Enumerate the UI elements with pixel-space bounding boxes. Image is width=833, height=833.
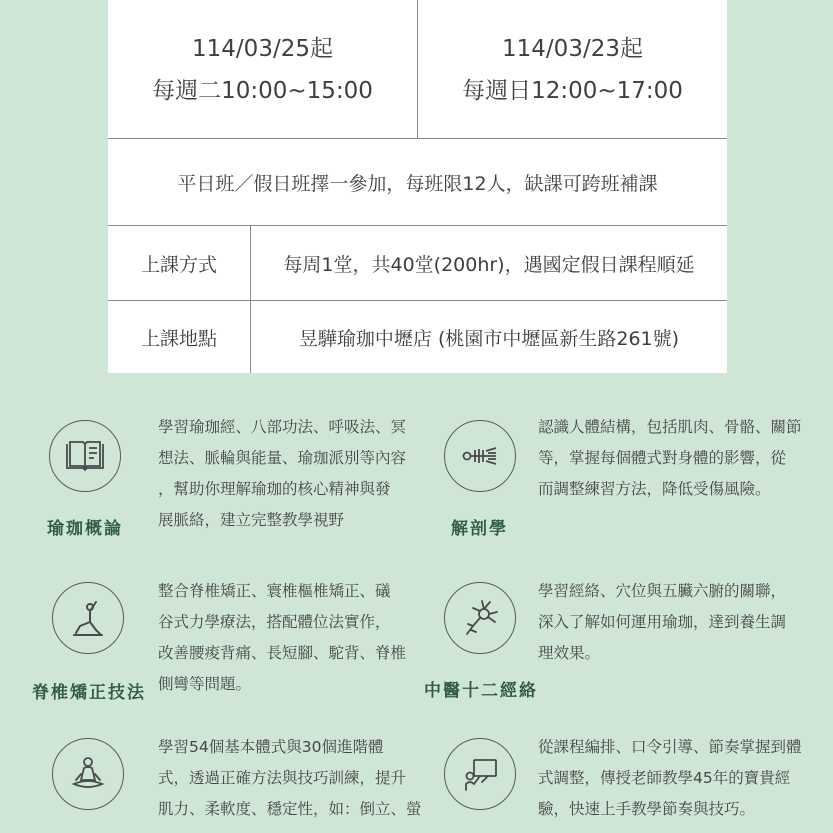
desc-line: 側彎等問題。 — [158, 675, 252, 693]
neuron-icon — [444, 582, 516, 654]
desc-line: 等，掌握每個體式對身體的影響，從 — [538, 449, 787, 467]
desc-line: 想法、脈輪與能量、瑜珈派別等內容 — [158, 449, 407, 467]
feature-desc-asana — [158, 732, 422, 825]
yoga-pose-icon — [52, 582, 124, 654]
weekend-time: 每週日12:00~17:00 — [462, 78, 683, 104]
feature-title-spine: 脊椎矯正技法 — [32, 683, 146, 703]
feature-desc-teaching — [538, 732, 802, 825]
teaching-icon — [444, 738, 516, 810]
desc-line: 學習54個基本體式與30個進階體 — [158, 738, 384, 756]
location-label: 上課地點 — [108, 301, 251, 373]
meditation-icon — [52, 738, 124, 810]
desc-line: 展脈絡，建立完整教學視野 — [158, 511, 345, 529]
desc-line: 式，透過正確方法與技巧訓練，提升 — [158, 769, 407, 787]
location-value: 昱驊瑜珈中壢店 (桃園市中壢區新生路261號) — [298, 327, 680, 350]
desc-line: 深入了解如何運用瑜珈，達到養生調 — [538, 613, 787, 631]
feature-desc-anatomy — [538, 412, 802, 505]
desc-line: 而調整練習方法，降低受傷風險。 — [538, 480, 771, 498]
feature-desc-spine — [158, 576, 406, 700]
desc-line: 整合脊椎矯正、寰椎樞椎矯正、礒 — [158, 582, 391, 600]
weekday-time: 每週二10:00~15:00 — [152, 78, 373, 104]
location-row — [108, 301, 727, 373]
weekend-schedule-cell — [417, 0, 727, 138]
desc-line: 谷式力學療法，搭配體位法實作， — [158, 613, 391, 631]
desc-line: 式調整，傳授老師教學45年的寶貴經 — [538, 769, 791, 787]
weekday-schedule-cell — [108, 0, 417, 138]
weekend-start-date: 114/03/23起 — [502, 36, 643, 62]
anatomy-icon — [444, 420, 516, 492]
course-info-table — [108, 0, 727, 373]
desc-line: 從課程編排、口令引導、節奏掌握到體 — [538, 738, 802, 756]
desc-line: 改善腰痠背痛、長短腳、駝背、脊椎 — [158, 644, 407, 662]
schedule-row — [108, 0, 727, 139]
feature-desc-meridian — [538, 576, 786, 669]
method-value: 每周1堂，共40堂(200hr)，遇國定假日課程順延 — [283, 253, 695, 276]
feature-title-meridian: 中醫十二經絡 — [424, 681, 538, 701]
method-row — [108, 226, 727, 301]
desc-line: 學習瑜珈經、八部功法、呼吸法、冥 — [158, 418, 407, 436]
desc-line: 驗，快速上手教學節奏與技巧。 — [538, 800, 756, 818]
feature-title-anatomy: 解剖學 — [451, 519, 508, 539]
feature-desc-yoga-intro — [158, 412, 406, 536]
desc-line: 認識人體結構，包括肌肉、骨骼、關節 — [538, 418, 802, 436]
feature-title-yoga-intro: 瑜珈概論 — [47, 519, 123, 539]
class-note: 平日班／假日班擇一參加，每班限12人，缺課可跨班補課 — [108, 139, 727, 226]
book-icon — [49, 420, 121, 492]
desc-line: ，幫助你理解瑜珈的核心精神與發 — [158, 480, 391, 498]
desc-line: 學習經絡、穴位與五臟六腑的關聯， — [538, 582, 787, 600]
weekday-start-date: 114/03/25起 — [192, 36, 333, 62]
desc-line: 理效果。 — [538, 644, 601, 662]
method-label: 上課方式 — [108, 226, 251, 300]
desc-line: 肌力、柔軟度、穩定性，如：倒立、螢 — [158, 800, 422, 818]
